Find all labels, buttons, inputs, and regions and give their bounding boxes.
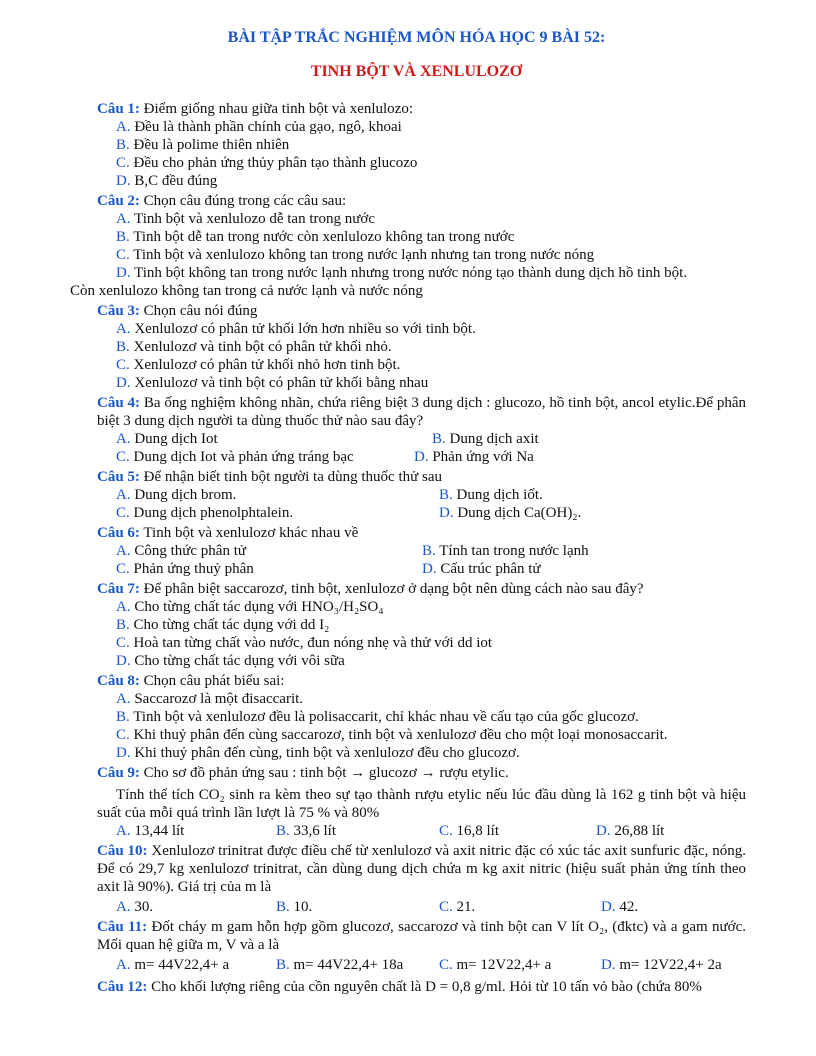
- question-11: [97, 918, 746, 974]
- option-letter: C.: [116, 505, 130, 521]
- question-number: Câu 5:: [97, 469, 140, 485]
- question-9: [97, 764, 746, 840]
- option-letter: C.: [116, 155, 130, 171]
- option-d: [414, 448, 534, 466]
- option-letter: B.: [116, 137, 130, 153]
- question-3: [97, 302, 746, 392]
- option-d-continued: Còn xenlulozo không tan trong cả nước lạnh và nước nóng: [70, 283, 423, 299]
- option-text: m= 12V22,4+ a: [456, 957, 552, 973]
- option-text: B,C đều đúng: [134, 173, 218, 189]
- option-text: Xenlulozơ có phân tử khối nhỏ hơn tinh bột.: [133, 357, 401, 373]
- question-number: Câu 3:: [97, 303, 140, 319]
- option-d: [601, 898, 638, 916]
- question-12: [97, 978, 746, 996]
- option-a: [97, 118, 746, 136]
- option-letter: D.: [116, 265, 131, 281]
- option-c: [116, 448, 414, 466]
- option-text: Công thức phân tử: [134, 543, 247, 559]
- option-text: 26,88 lít: [614, 823, 665, 839]
- option-letter: C.: [439, 823, 453, 839]
- question-text: Ba ống nghiệm không nhãn, chứa riêng biệt 3 dung dịch : glucozo, hồ tinh bột, ancol etylic.Để phân biệt 3 dung dịch người ta dùng thuốc thử nào sau đây?: [97, 395, 747, 429]
- option-b: [422, 542, 589, 560]
- option-a: [97, 690, 746, 708]
- question-1: [97, 100, 746, 190]
- option-letter: D.: [422, 561, 437, 577]
- option-d: [97, 744, 746, 762]
- option-letter: D.: [596, 823, 611, 839]
- option-letter: A.: [116, 599, 131, 615]
- option-b: [97, 228, 746, 246]
- option-text: Đều là polime thiên nhiên: [133, 137, 290, 153]
- option-letter: A.: [116, 321, 131, 337]
- option-letter: A.: [116, 543, 131, 559]
- option-letter: C.: [116, 357, 130, 373]
- option-text: Cho từng chất tác dụng với vôi sữa: [134, 653, 345, 669]
- question-number: Câu 12:: [97, 979, 148, 995]
- option-text: Cấu trúc phân tử: [440, 561, 541, 577]
- option-letter: C.: [116, 635, 130, 651]
- option-a: [116, 898, 276, 916]
- option-text: Saccarozơ là một đisaccarit.: [134, 691, 304, 707]
- option-a: [97, 320, 746, 338]
- question-text: Để nhận biết tinh bột người ta dùng thuốc thử sau: [139, 469, 442, 485]
- option-letter: B.: [276, 823, 290, 839]
- option-text: 16,8 lít: [456, 823, 500, 839]
- question-text: Điểm giống nhau giữa tinh bột và xenlulozo:: [139, 101, 414, 117]
- option-letter: B.: [422, 543, 436, 559]
- option-text: m= 44V22,4+ 18a: [293, 957, 404, 973]
- question-number: Câu 8:: [97, 673, 140, 689]
- option-letter: C.: [116, 247, 130, 263]
- option-letter: C.: [439, 899, 453, 915]
- question-4: [97, 394, 746, 466]
- option-d: [439, 504, 581, 522]
- option-a: [116, 430, 432, 448]
- option-text: Dung dịch Iot và phản ứng tráng bạc: [133, 449, 354, 465]
- option-text: 13,44 lít: [134, 823, 185, 839]
- question-2: [70, 192, 746, 300]
- option-d: [601, 956, 722, 974]
- option-b: [276, 898, 439, 916]
- option-a: [116, 542, 422, 560]
- question-text: Cho khối lượng riêng của cồn nguyên chất là D = 0,8 g/ml. Hỏi từ 10 tấn vỏ bào (chứa 80%: [147, 979, 702, 995]
- option-a: [116, 956, 276, 974]
- question-6: [97, 524, 746, 578]
- question-text: Để phân biệt saccarozơ, tinh bột, xenlulozơ ở dạng bột nên dùng cách nào sau đây?: [139, 581, 644, 597]
- option-text: Dung dịch Ca(OH)₂.: [457, 505, 582, 521]
- question-number: Câu 4:: [97, 395, 141, 411]
- option-letter: A.: [116, 211, 131, 227]
- question-number: Câu 6:: [97, 525, 140, 541]
- option-letter: B.: [116, 709, 130, 725]
- option-d: [596, 822, 664, 840]
- option-letter: A.: [116, 119, 131, 135]
- option-c: [439, 822, 596, 840]
- option-letter: B.: [116, 617, 130, 633]
- option-b: [439, 486, 543, 504]
- option-letter: D.: [116, 653, 131, 669]
- option-a: [116, 486, 439, 504]
- option-letter: B.: [432, 431, 446, 447]
- option-text: Đều là thành phần chính của gạo, ngô, khoai: [134, 119, 402, 135]
- question-5: [97, 468, 746, 522]
- option-c: [97, 154, 746, 172]
- question-number: Câu 11:: [97, 919, 148, 935]
- option-c: [116, 560, 422, 578]
- option-text: Tinh bột và xenlulozơ đều là polisaccarit, chỉ khác nhau về cấu tạo của gốc glucozơ.: [133, 709, 639, 725]
- option-d: [97, 374, 746, 392]
- question-7: [97, 580, 746, 670]
- question-text: Xenlulozơ trinitrat được điều chế từ xenlulozơ và axit nitric đặc có xúc tác axit sunfuric đặc, nóng. Để có 29,7 kg xenlulozơ trinitrat, cần dùng dung dịch chứa m kg axit nitric (hiệu suất phản ứng tính theo axit là 90%). Giá trị của m là: [97, 843, 746, 895]
- question-text: Cho sơ đồ phản ứng sau : tinh bột → glucozơ → rượu etylic.: [139, 765, 509, 781]
- option-letter: D.: [116, 745, 131, 761]
- page-title: BÀI TẬP TRẮC NGHIỆM MÔN HÓA HỌC 9 BÀI 52:: [227, 29, 606, 46]
- option-letter: C.: [116, 561, 130, 577]
- option-letter: D.: [116, 375, 131, 391]
- option-a: [97, 598, 746, 616]
- option-letter: D.: [116, 173, 131, 189]
- option-text: Dung dịch phenolphtalein.: [133, 505, 294, 521]
- option-letter: A.: [116, 487, 131, 503]
- option-c: [439, 898, 601, 916]
- option-letter: D.: [414, 449, 429, 465]
- question-number: Câu 10:: [97, 843, 148, 859]
- option-text: Tính tan trong nước lạnh: [439, 543, 589, 559]
- question-text: Chọn câu đúng trong các câu sau:: [139, 193, 347, 209]
- option-c: [97, 356, 746, 374]
- question-8: [97, 672, 746, 762]
- option-d: [97, 264, 746, 282]
- option-text: 30.: [134, 899, 154, 915]
- option-text: Tinh bột dễ tan trong nước còn xenlulozo không tan trong nước: [133, 229, 515, 245]
- option-letter: D.: [439, 505, 454, 521]
- option-c: [116, 504, 439, 522]
- option-text: 21.: [456, 899, 476, 915]
- option-text: Xenlulozơ và tinh bột có phân tử khối bằng nhau: [134, 375, 429, 391]
- option-text: Khi thuỷ phân đến cùng, tinh bột và xenlulozơ đều cho glucozơ.: [134, 745, 520, 761]
- option-text: m= 44V22,4+ a: [134, 957, 230, 973]
- option-text: Xenlulozơ và tinh bột có phân tử khối nhỏ.: [133, 339, 392, 355]
- option-text: m= 12V22,4+ 2a: [619, 957, 722, 973]
- option-text: Dung dịch brom.: [134, 487, 237, 503]
- option-b: [97, 616, 746, 634]
- question-number: Câu 2:: [97, 193, 140, 209]
- option-b: [432, 430, 539, 448]
- option-text: Tinh bột và xenlulozo dễ tan trong nước: [134, 211, 375, 227]
- question-text: Tinh bột và xenlulozơ khác nhau về: [139, 525, 359, 541]
- option-letter: B.: [276, 899, 290, 915]
- option-d: [97, 652, 746, 670]
- option-text: Xenlulozơ có phân tử khối lớn hơn nhiều so với tinh bột.: [134, 321, 476, 337]
- option-letter: B.: [439, 487, 453, 503]
- question-number: Câu 1:: [97, 101, 140, 117]
- question-number: Câu 7:: [97, 581, 140, 597]
- option-b: [97, 136, 746, 154]
- option-text: Dung dịch iốt.: [456, 487, 543, 503]
- option-letter: C.: [116, 727, 130, 743]
- option-text: Dung dịch axit: [449, 431, 539, 447]
- question-number: Câu 9:: [97, 765, 140, 781]
- question-10: [97, 842, 746, 916]
- option-text: Hoà tan từng chất vào nước, đun nóng nhẹ và thử với dd iot: [133, 635, 493, 651]
- option-letter: B.: [276, 957, 290, 973]
- option-letter: A.: [116, 431, 131, 447]
- option-a: [116, 822, 276, 840]
- option-text: Cho từng chất tác dụng với HNO₃/H₂SO₄: [134, 599, 384, 615]
- option-d: [422, 560, 541, 578]
- option-letter: D.: [601, 899, 616, 915]
- option-a: [97, 210, 746, 228]
- option-text: Phản ứng thuỷ phân: [133, 561, 254, 577]
- option-text: Khi thuỷ phân đến cùng saccarozơ, tinh bột và xenlulozơ đều cho một loại monosaccarit.: [133, 727, 668, 743]
- option-letter: B.: [116, 339, 130, 355]
- option-b: [276, 822, 439, 840]
- question-text-continued: Tính thể tích CO₂ sinh ra kèm theo sự tạo thành rượu etylic nếu lúc đầu dùng là 162 g tinh bột và hiệu suất của mỗi quá trình lần lượt là 75 % và 80%: [97, 787, 746, 821]
- option-letter: A.: [116, 899, 131, 915]
- option-letter: C.: [116, 449, 130, 465]
- option-text: Dung dịch Iot: [134, 431, 218, 447]
- option-b: [276, 956, 439, 974]
- question-text: Chọn câu nói đúng: [139, 303, 258, 319]
- option-text: Tinh bột và xenlulozo không tan trong nước lạnh nhưng tan trong nước nóng: [133, 247, 595, 263]
- option-text: Phản ứng với Na: [432, 449, 534, 465]
- option-text: 42.: [619, 899, 639, 915]
- option-text: 33,6 lít: [293, 823, 337, 839]
- option-d: [97, 172, 746, 190]
- option-letter: C.: [439, 957, 453, 973]
- option-letter: A.: [116, 691, 131, 707]
- option-text: Tinh bột không tan trong nước lạnh nhưng trong nước nóng tạo thành dung dịch hồ tinh bột.: [134, 265, 688, 281]
- option-letter: A.: [116, 823, 131, 839]
- option-letter: A.: [116, 957, 131, 973]
- option-letter: B.: [116, 229, 130, 245]
- option-b: [97, 708, 746, 726]
- option-c: [97, 726, 746, 744]
- option-b: [97, 338, 746, 356]
- question-text: Đốt cháy m gam hỗn hợp gồm glucozơ, saccarozơ và tinh bột can V lít O₂, (đktc) và a gam nước. Mối quan hệ giữa m, V và a là: [97, 919, 747, 953]
- option-text: Cho từng chất tác dụng với dd I₂: [133, 617, 330, 633]
- question-text: Chọn câu phát biểu sai:: [139, 673, 285, 689]
- option-c: [439, 956, 601, 974]
- option-text: Đều cho phản ứng thủy phân tạo thành glucozo: [133, 155, 418, 171]
- page-subtitle: TINH BỘT VÀ XENLULOZƠ: [310, 63, 523, 80]
- option-c: [97, 634, 746, 652]
- option-letter: D.: [601, 957, 616, 973]
- option-text: 10.: [293, 899, 313, 915]
- option-c: [97, 246, 746, 264]
